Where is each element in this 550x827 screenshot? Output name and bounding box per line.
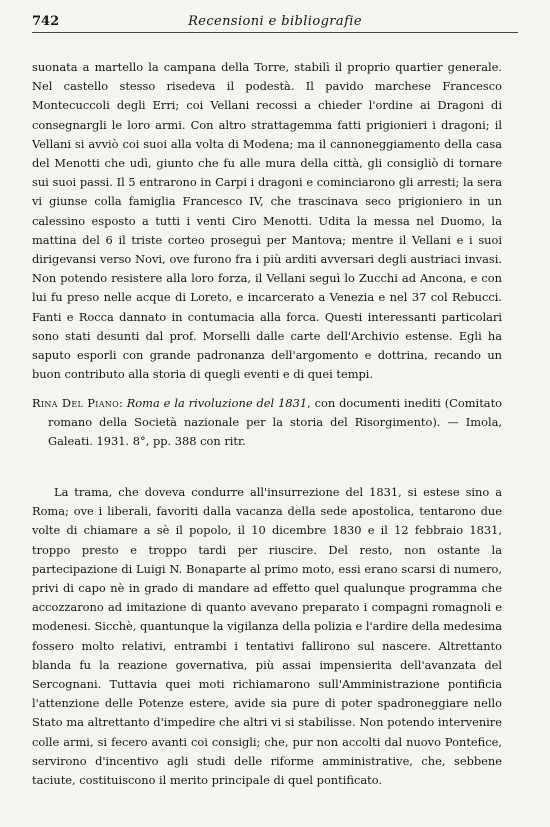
review-body: La trama, che doveva condurre all'insurrezione del 1831, si estese sino a Roma; ove i liberali, favoriti dalla vacanza della sede apostolica, tentarono due volte di chiamare a sè il popolo, il 10 dicembre 1830 e il 12 febbraio 1831, troppo presto e troppo tardi per riuscire. Del resto, non ostante la partecipazione di Luigi N. Bonaparte al primo moto, essi erano scarsi di numero, privi di capo nè in grado di mandare ad effetto quel qualunque programma che accozzarono ad imitazione di quanto avevano preparato i compagni romagnoli e modenesi. Sicchè, quantunque la vigilanza della polizia e l'ardire della medesima fossero molto relativi, entrambi i tentativi fallirono sul nascere. Altrettanto blanda fu la reazione governativa, più assai impensierita dell'avanzata del Sercognani. Tuttavia quei moti richiamarono sull'Amministrazione pontificia l'attenzione delle Potenze estere, avide sia pure di poter spadroneggiare nello Stato ma altrettanto d'impedire che altri vi si stabilisse. Non potendo intervenire colle armi, si fecero avanti coi consigli; che, pur non accolti dal nuovo Pontefice, servirono d'incentivo agli studi delle riforme amministrative, che, sebbene taciute, costituiscono il merito principale di quel pontificato. xyxy=(32,485,502,788)
page-number: 742 xyxy=(32,14,60,29)
review-author: Rina Del Piano xyxy=(32,396,119,410)
review-citation xyxy=(32,394,502,452)
review-book-title: Roma e la rivoluzione del 1831 xyxy=(126,396,308,410)
paragraph-menotti-account: suonata a martello la campana della Torre, stabilì il proprio quartier generale. Nel castello stesso risedeva il podestà. Il pavido marchese Francesco Montecuccoli degli Erri; coi Vellani recossi a chieder l'ordine ai Dragoni di consegnargli le loro armi. Con altro strattagemma fatti prigionieri i dragoni; il Vellani si avviò coi suoi alla volta di Modena; ma il cannoneggiamento della casa del Menotti che udì, giunto che fu alle mura della città, gli consigliò di tornare sui suoi passi. Il 5 entrarono in Carpi i dragoni e cominciarono gli arresti; la sera vi giunse colla famiglia Francesco IV, che trascinava seco prigioniero in un calessino esposto a tutti i venti Ciro Menotti. Udita la messa nel Duomo, la mattina del 6 il triste corteo proseguì per Mantova; mentre il Vellani e i suoi dirigevansi verso Novi, ove furono fra i più arditi avversari degli austriaci invasi. Non potendo resistere alla loro forza, il Vellani seguì lo Zucchi ad Ancona, e con lui fu preso nelle acque di Loreto, e incarcerato a Venezia e nel 37 col Rebucci. Fanti e Rocca dannato in contumacia alla forca. Questi interessanti particolari sono stati desunti dal prof. Morselli dalle carte dell'Archivio estense. Egli ha saputo esporli con grande padronanza dell'argomento e dottrina, recando un buon contributo alla storia di quegli eventi e di quei tempi. xyxy=(32,60,502,382)
running-title: Recensioni e bibliografie xyxy=(188,14,362,29)
review-separator: : xyxy=(118,396,127,410)
page-header xyxy=(32,14,518,33)
review-publication-details: , con documenti inediti (Comitato romano della Società nazionale per la storia del Risorgimento). — Imola, Galeati. 1931. 8°, pp. 388 con ritr. xyxy=(48,396,502,449)
